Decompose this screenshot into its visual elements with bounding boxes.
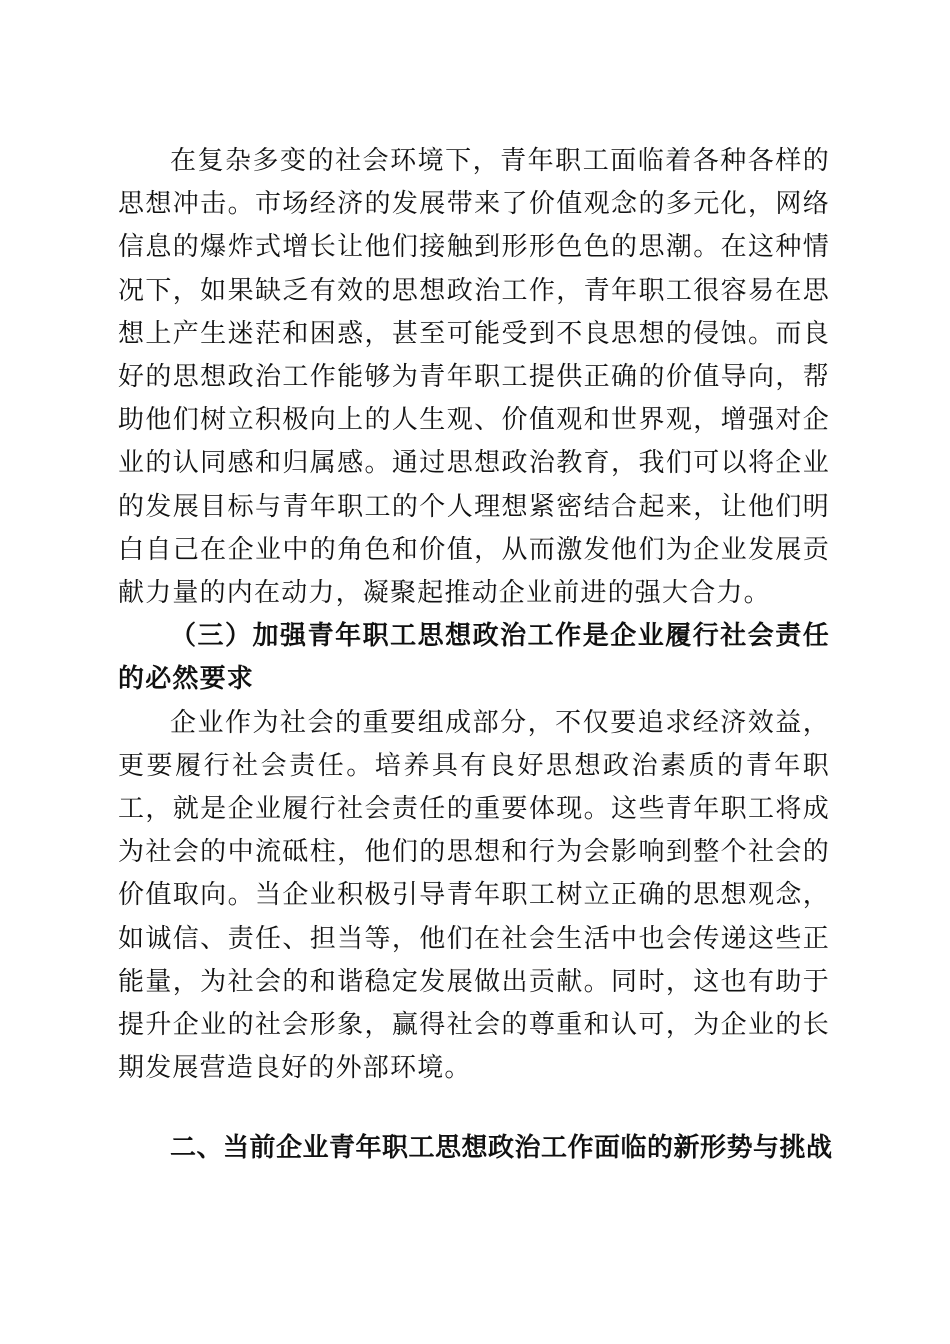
document-body: [118, 140, 830, 1090]
section-heading-current-challenges: 二、当前企业青年职工思想政治工作面临的新形势与挑战: [170, 1133, 833, 1163]
body-paragraph-2: 企业作为社会的重要组成部分，不仅要追求经济效益，更要履行社会责任。培养具有良好思想政治素质的青年职工，就是企业履行社会责任的重要体现。这些青年职工将成为社会的中流砥柱，他们的思想和行为会影响到整个社会的价值取向。当企业积极引导青年职工树立正确的思想观念，如诚信、责任、担当等，他们在社会生活中也会传递这些正能量，为社会的和谐稳定发展做出贡献。同时，这也有助于提升企业的社会形象，赢得社会的尊重和认可，为企业的长期发展营造良好的外部环境。: [118, 707, 830, 1084]
subheading-social-responsibility: （三）加强青年职工思想政治工作是企业履行社会责任的必然要求: [118, 621, 830, 695]
body-paragraph-1: 在复杂多变的社会环境下，青年职工面临着各种各样的思想冲击。市场经济的发展带来了价值观念的多元化，网络信息的爆炸式增长让他们接触到形形色色的思潮。在这种情况下，如果缺乏有效的思想政治工作，青年职工很容易在思想上产生迷茫和困惑，甚至可能受到不良思想的侵蚀。而良好的思想政治工作能够为青年职工提供正确的价值导向，帮助他们树立积极向上的人生观、价值观和世界观，增强对企业的认同感和归属感。通过思想政治教育，我们可以将企业的发展目标与青年职工的个人理想紧密结合起来，让他们明白自己在企业中的角色和价值，从而激发他们为企业发展贡献力量的内在动力，凝聚起推动企业前进的强大合力。: [118, 146, 830, 609]
